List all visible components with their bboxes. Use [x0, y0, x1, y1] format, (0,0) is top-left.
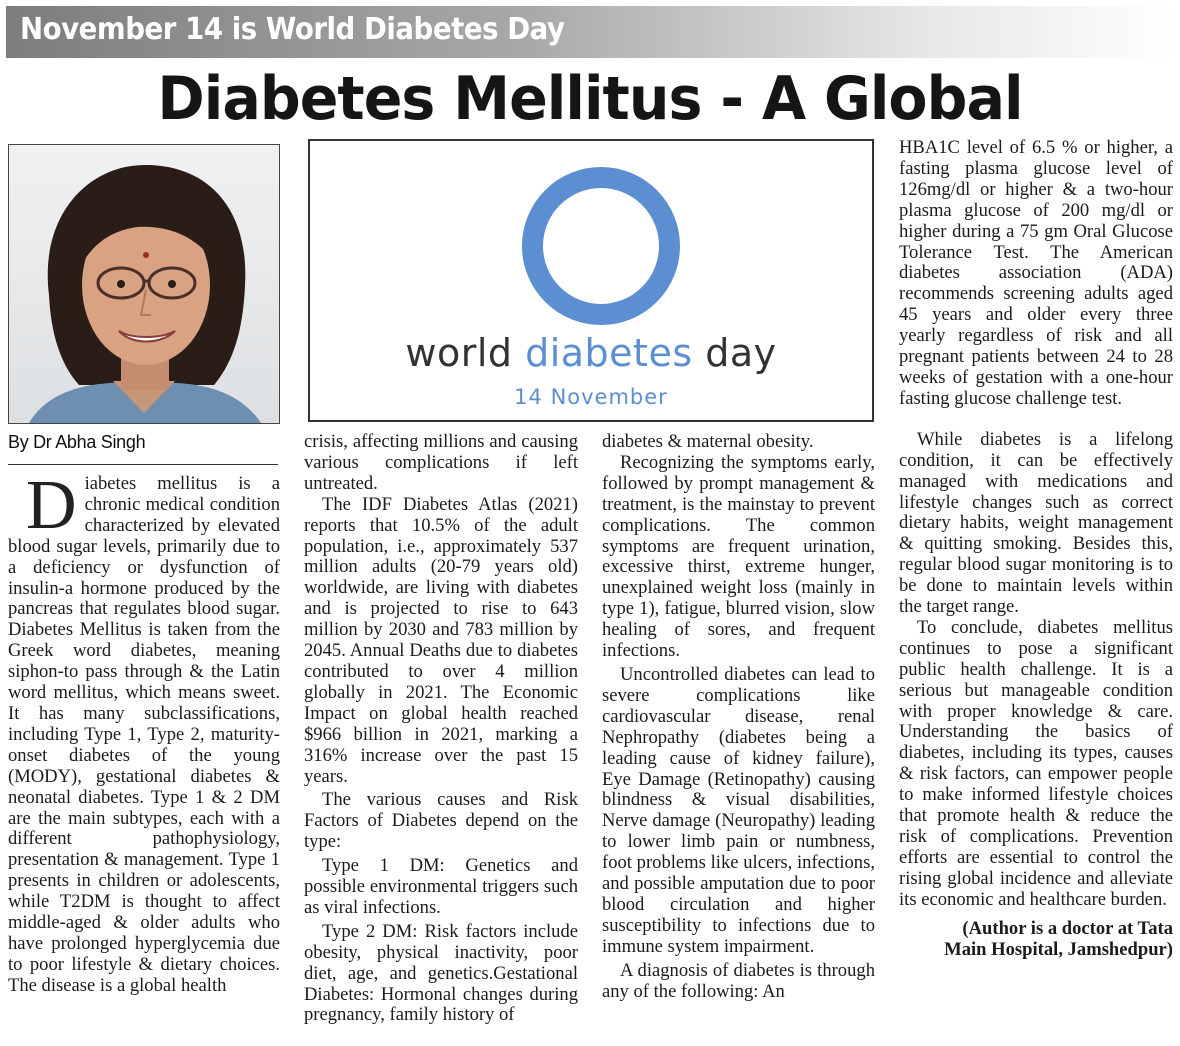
logo-word-day: day: [692, 331, 777, 375]
author-note-line-2: Main Hospital, Jamshedpur): [944, 938, 1173, 960]
paragraph: Type 2 DM: Risk factors include obesity, physical inactivity, poor diet, age, and genetics.Gestational Diabetes: Hormonal changes during pregnancy, family history of: [304, 920, 578, 1026]
kicker-banner: [6, 6, 1174, 58]
article-column-1: [8, 467, 280, 997]
dropcap: D: [26, 467, 77, 544]
paragraph: While diabetes is a lifelong condition, it can be effectively managed with medications and lifestyle changes such as correct dietary habits, weight management & quitting smoking. Besides this, regular blood sugar monitoring is to be done to maintain levels within the target range.: [899, 428, 1173, 618]
paragraph: A diagnosis of diabetes is through any of the following: An: [602, 959, 875, 1002]
logo-date: 14 November: [514, 385, 668, 409]
author-note: [899, 919, 1173, 961]
logo-wordmark: [310, 331, 872, 375]
paragraph: iabetes mellitus is a chronic medical condition characterized by elevated blood sugar levels, primarily due to a deficiency or dysfunction of insulin-a hormone produced by the pancreas that regulates blood sugar. Diabetes Mellitus is taken from the Greek word diabetes, meaning siphon-to pass through & the Latin word mellitus, which means sweet. It has many subclassifications, including Type 1, Type 2, maturity-onset diabetes of the young (MODY), gestational diabetes & neonatal diabetes. Type 1 & 2 DM are the main subtypes, each with a different pathophysiology, presentation & management. Type 1 presents in children or adolescents, while T2DM is thought to affect middle-aged & older adults who have prolonged hyperglycemia due to poor lifestyle & dietary choices. The disease is a global health: [8, 473, 280, 996]
logo-word-diabetes: diabetes: [525, 331, 693, 375]
blue-circle-icon: [522, 167, 680, 325]
paragraph: The various causes and Risk Factors of Diabetes depend on the type:: [304, 789, 578, 853]
author-note-line-1: (Author is a doctor at Tata: [962, 917, 1173, 939]
paragraph: The IDF Diabetes Atlas (2021) reports that 10.5% of the adult population, i.e., approximately 537 million adults (20-79 years old) worldwide, are living with diabetes and is projected to rise to 643 million by 2030 and 783 million by 2045. Annual Deaths due to diabetes contributed to over 4 million globally in 2021. The Economic Impact on global health reached $966 billion in 2021, marking a 316% increase over the past 15 years.: [304, 493, 578, 787]
byline-divider: [8, 464, 278, 465]
paragraph: Uncontrolled diabetes can lead to severe complications like cardiovascular disease, renal Nephropathy (diabetes being a leading cause of kidney failure), Eye Damage (Retinopathy) causing blindness & visual disabilities, Nerve damage (Neuropathy) leading to lower limb pain or numbness, foot problems like ulcers, infections, and possible amputation due to poor blood circulation and higher susceptibility to infections due to immune system impairment.: [602, 663, 875, 957]
paragraph: diabetes & maternal obesity.: [602, 431, 814, 452]
paragraph: crisis, affecting millions and causing various complications if left untreated.: [304, 431, 578, 494]
article-column-4: [899, 138, 1173, 960]
byline: By Dr Abha Singh: [8, 432, 146, 452]
logo-word-world: world: [405, 331, 526, 375]
article-column-2: [304, 432, 578, 1026]
paragraph: Type 1 DM: Genetics and possible environmental triggers such as viral infections.: [304, 855, 578, 918]
headline: [0, 60, 1180, 138]
world-diabetes-day-logo: [308, 139, 874, 422]
paragraph: Recognizing the symptoms early, followed by prompt management & treatment, is the mainstay to prevent complications. The common symptoms are frequent urination, excessive thirst, extreme hunger, unexplained weight loss (mainly in type 1), fatigue, blurred vision, slow healing of sores, and frequent infections.: [602, 451, 875, 662]
article-column-3: [602, 432, 875, 1002]
kicker-text: November 14 is World Diabetes Day: [20, 12, 565, 47]
headline-text: Diabetes Mellitus - A Global: [157, 64, 1023, 134]
author-photo: [8, 144, 280, 424]
paragraph: HBA1C level of 6.5 % or higher, a fasting plasma glucose level of 126mg/dl or higher & a two-hour plasma glucose of 200 mg/dl or higher during a 75 gm Oral Glucose Tolerance Test. The American diabetes association (ADA) recommends screening adults aged 45 years and older every three yearly regardless of risk and all pregnant patients between 24 to 28 weeks of gestation with a one-hour fasting glucose challenge test.: [899, 137, 1173, 409]
paragraph: To conclude, diabetes mellitus continues to pose a significant public health challenge. It is a serious but manageable condition with proper knowledge & care. Understanding the basics of diabetes, including its types, causes & risk factors, can empower people to make informed lifestyle choices that promote health & reduce the risk of complications. Prevention efforts are essential to control the rising global incidence and alleviate its economic and healthcare burden.: [899, 616, 1173, 910]
